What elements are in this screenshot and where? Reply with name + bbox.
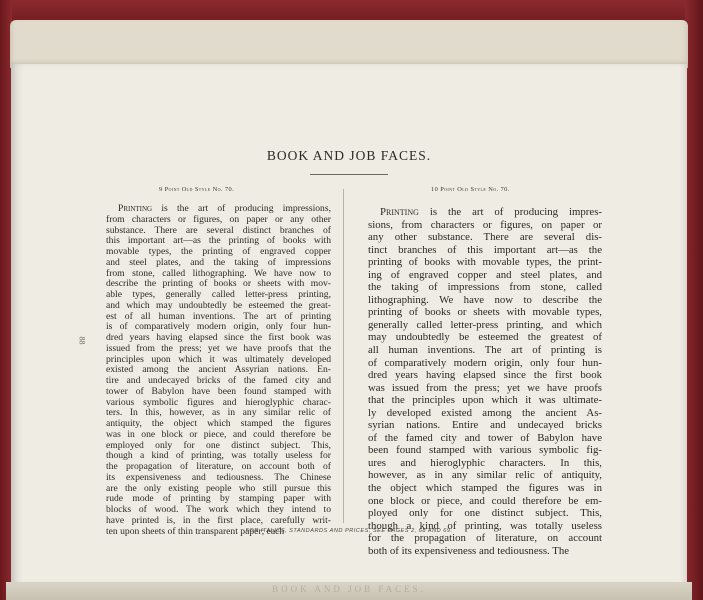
lead-word: Printing [118,203,153,214]
text-line: all human inventions. The art of printing is [368,344,602,357]
next-page-edge [6,582,692,600]
text-line: the object which stamped the figures was in [368,482,602,495]
footer-note: FOR ITALICS, STANDARDS AND PRICES, SEE PAGES 2, 68 AND 69. [245,528,453,534]
column-divider [343,189,344,523]
next-page-ghost-title: BOOK AND JOB FACES. [272,584,426,594]
text-line: blocks of wood. The work which they intend to [106,504,331,515]
text-line: dred years having elapsed since the first book [368,369,602,382]
text-line: existed among the ancient Assyrian nations. En- [106,364,331,376]
text-line: rude mode of printing by stamping paper with [106,493,331,505]
text-line: lithographing. We have now to describe the [368,293,602,306]
text-line: sions, from characters or figures, on paper or [368,218,602,231]
title-rule [310,174,388,175]
text-line: this important art—as the printing of books with [106,235,331,247]
text-line: ly developed existed among the ancient As- [368,406,602,419]
book-page [11,64,687,586]
text-line: was in one block or piece, and could therefore be [106,428,331,440]
right-column-text [368,206,602,557]
text-line: printing of books or sheets with movable types, [368,306,602,319]
text-line: est of all human inventions. The art of printing [106,310,331,322]
text-line: from stone, called lithographing. We have now to [106,267,331,279]
text-line: though a kind of printing, was totally useless for [106,450,331,462]
text-line: though a kind of printing, was totally useless [368,519,602,532]
text-line: various symbolic figures and hieroglyphic charac- [106,396,331,408]
text-line: ters. In this, however, as in any similar relic of [106,407,331,419]
text-line: may undoubtedly be esteemed the greatest of [368,331,602,344]
text-line: ten upon sheets of thin transparent paper; each [106,525,285,537]
line-text: is the art of producing impres- [418,206,602,218]
text-line: principles upon which it was ultimately developed [106,353,331,365]
text-line: generally called letter-press printing, and which [368,318,602,331]
text-line: of the famed city and tower of Babylon have [368,431,602,444]
text-line: describe the printing of books or sheets with mov- [106,278,331,290]
text-line: the taking of impressions from stone, called [368,281,602,294]
text-line: that the principles upon which it was ultimate- [368,394,602,407]
text-line: the propagation of literature, on account both of [106,461,331,472]
text-line: tower of Babylon have been found stamped with [106,385,331,397]
text-line: was issued from the press; yet we have proofs [368,381,602,394]
page-title: BOOK AND JOB FACES. [266,148,432,163]
text-line: and which may undoubtedly be esteemed the great- [106,299,331,311]
left-column-heading: 9 Point Old Style No. 70. [159,186,235,193]
text-line: and steel plates, and the taking of impressions [106,256,331,268]
text-line: syrian nations. Entire and undecayed bricks [368,419,602,432]
lead-word: Printing [380,206,419,218]
right-column-heading: 10 Point Old Style No. 70. [431,186,510,193]
page-number: 88 [77,336,87,345]
text-line: substance. There are several distinct branches of [106,224,331,236]
text-line [368,206,602,219]
text-line: movable types, the printing of engraved copper [106,246,331,257]
book-cover-right [685,0,703,600]
text-line: of comparatively modern origin, only four hun- [368,356,602,369]
text-line: ing of engraved copper and steel plates, and [368,268,602,281]
text-line: able types, generally called letter-press printing, [106,289,331,300]
text-line: employed only for one distinct subject. This, [106,439,331,451]
text-line: printing of books with movable types, the print- [368,256,602,269]
text-line: dred years having elapsed since the first book was [106,332,331,343]
text-line: is of comparatively modern origin, only four hun- [106,321,331,333]
text-line: ployed only for one distinct subject. This, [368,507,602,520]
text-line: antiquity, the object which stamped the figures [106,418,331,429]
text-line: its expensiveness and tediousness. The Chinese [106,471,331,483]
left-column-text [106,204,331,537]
text-line: for the propagation of literature, on account [368,532,602,545]
text-line: one block or piece, and could therefore be em- [368,494,602,507]
text-line: tinct branches of this important art—as the [368,243,602,256]
text-line: issued from the press; yet we have proofs that the [106,342,331,354]
text-line: been found stamped with various symbolic fig- [368,444,602,457]
line-text: is the art of producing impressions, [152,203,331,214]
text-line: ures and hieroglyphic characters. In this, [368,456,602,469]
page-stack-edge [10,20,688,68]
text-line: any other substance. There are several dis- [368,231,602,244]
text-line: however, as in any similar relic of antiquity, [368,469,602,482]
text-line: are the only existing people who still pursue this [106,482,331,494]
text-line: have printed is, in the first place, carefully writ- [106,514,331,526]
text-line: tire and undecayed bricks of the famed city and [106,375,331,386]
text-line: from characters or figures, on paper or any other [106,213,331,225]
text-line: both of its expensiveness and tediousness. The [368,544,570,557]
